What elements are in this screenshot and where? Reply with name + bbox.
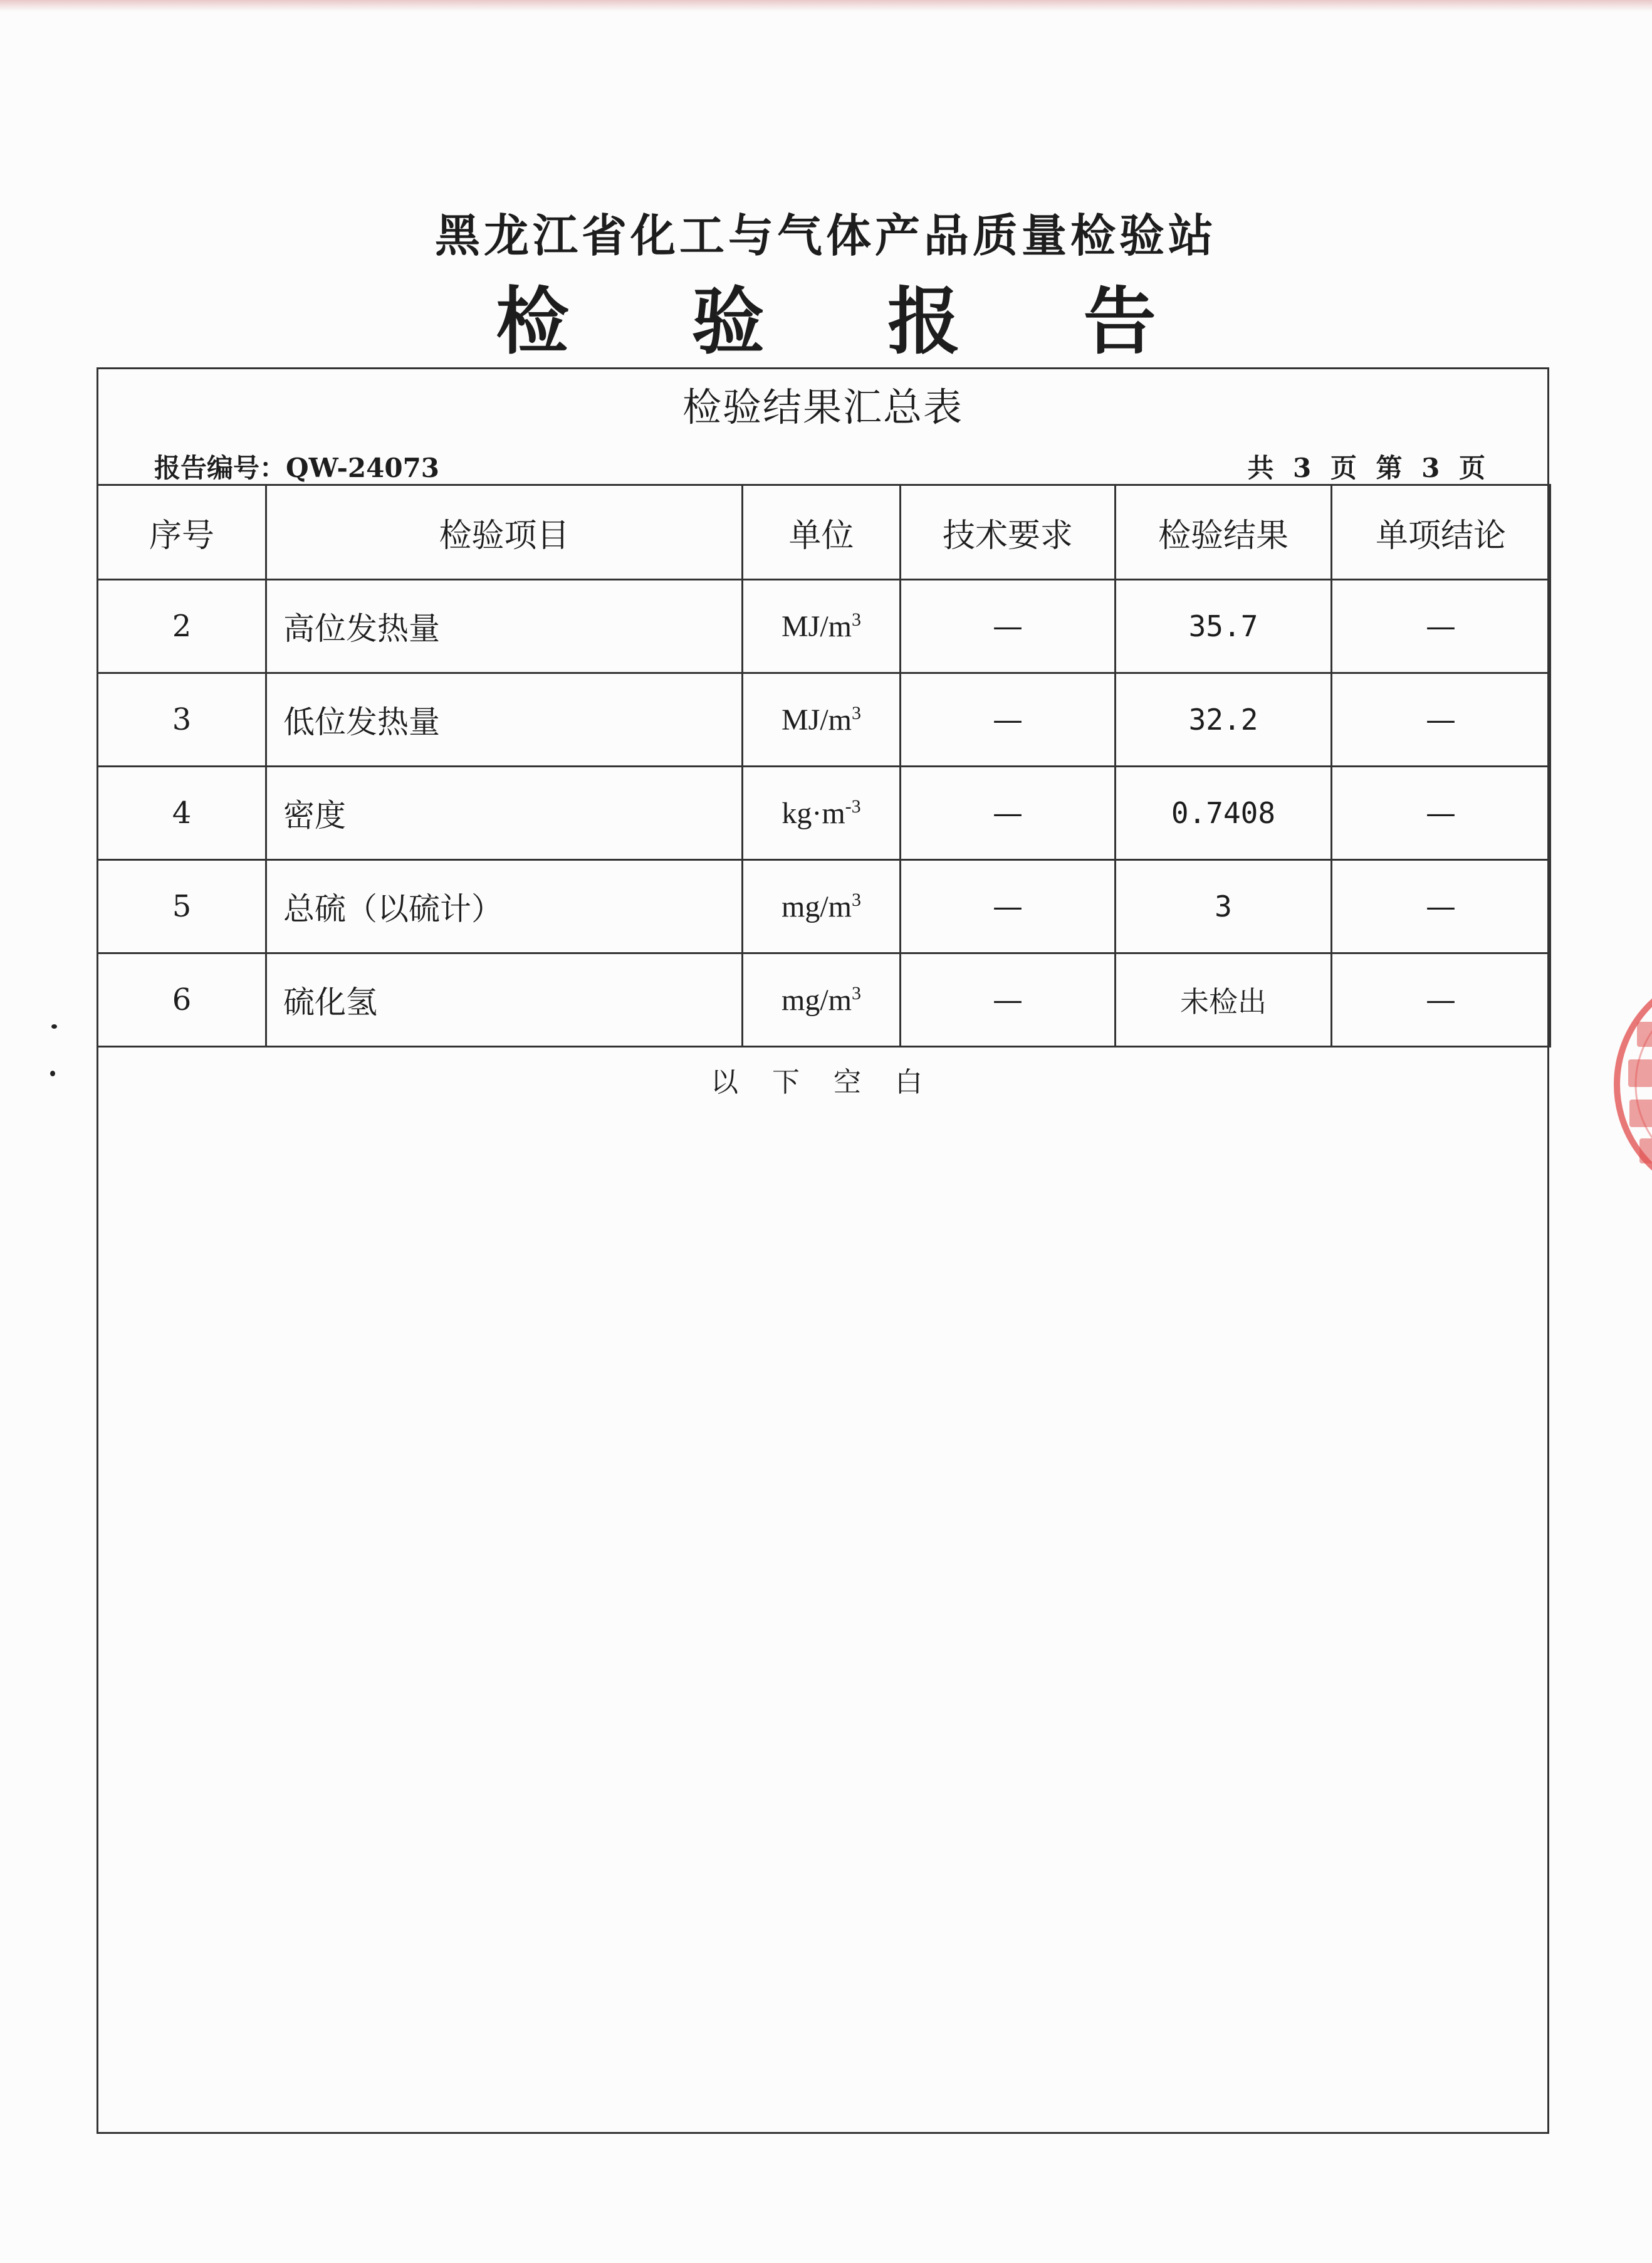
table-row [98, 953, 1550, 1047]
report-number-label: 报告编号： [154, 453, 286, 483]
header-no: 序号 [98, 485, 266, 580]
cell-item: 密度 [266, 767, 743, 860]
cell-unit [743, 580, 901, 673]
unit-sup: 3 [852, 609, 862, 630]
header-requirement: 技术要求 [901, 485, 1116, 580]
blank-below-note: 以 下 空 白 [711, 1066, 935, 1098]
punch-mark [50, 1071, 55, 1076]
cell-conclusion: — [1332, 860, 1550, 953]
cell-result: 35.7 [1116, 580, 1332, 673]
cell-result: 3 [1116, 860, 1332, 953]
organization-name: 黑龙江省化工与气体产品质量检验站 [434, 209, 1217, 262]
unit-sup: 3 [852, 982, 861, 1004]
table-row [98, 767, 1550, 860]
cell-item: 低位发热量 [266, 673, 743, 767]
cell-requirement: — [901, 860, 1116, 953]
cell-unit [743, 953, 901, 1047]
cell-no: 6 [98, 953, 266, 1047]
unit-sup: 3 [852, 889, 861, 910]
report-number-value: QW-24073 [286, 453, 440, 483]
table-row [98, 860, 1550, 953]
page-info: 共 3 页 第 3 页 [1247, 453, 1490, 483]
table-row [98, 673, 1550, 767]
cell-conclusion: — [1332, 580, 1550, 673]
cell-no: 3 [98, 673, 266, 767]
cell-unit [743, 767, 901, 860]
cell-result: 未检出 [1116, 953, 1332, 1047]
cell-requirement: — [901, 580, 1116, 673]
unit-sup: -3 [845, 795, 861, 817]
unit-sup: 3 [852, 702, 862, 723]
cell-result: 0.7408 [1116, 767, 1332, 860]
table-row [98, 580, 1550, 673]
cell-conclusion: — [1332, 673, 1550, 767]
unit-base: mg/m [781, 890, 852, 923]
table-header-row [98, 485, 1550, 580]
header-unit: 单位 [743, 485, 901, 580]
cell-conclusion: — [1332, 953, 1550, 1047]
cell-item: 硫化氢 [266, 953, 743, 1047]
cell-requirement: — [901, 953, 1116, 1047]
previous-page-bleed [0, 0, 1652, 11]
cell-item: 高位发热量 [266, 580, 743, 673]
report-title: 检 验 报 告 [496, 279, 1205, 364]
cell-unit [743, 860, 901, 953]
cell-no: 2 [98, 580, 266, 673]
header-result: 检验结果 [1116, 485, 1332, 580]
cell-requirement: — [901, 767, 1116, 860]
cell-conclusion: — [1332, 767, 1550, 860]
header-item: 检验项目 [266, 485, 743, 580]
unit-base: mg/m [781, 983, 852, 1017]
header-conclusion: 单项结论 [1332, 485, 1550, 580]
unit-base: MJ/m [781, 703, 852, 737]
punch-mark [51, 1024, 57, 1029]
cell-no: 4 [98, 767, 266, 860]
unit-base: MJ/m [781, 609, 852, 643]
cell-item: 总硫（以硫计） [266, 860, 743, 953]
cell-requirement: — [901, 673, 1116, 767]
cell-unit [743, 673, 901, 767]
unit-base: kg·m [782, 796, 845, 830]
results-table [97, 484, 1551, 1047]
report-number [154, 448, 439, 485]
summary-title: 检验结果汇总表 [682, 384, 963, 430]
official-seal-stamp [1592, 947, 1652, 1222]
cell-result: 32.2 [1116, 673, 1332, 767]
cell-no: 5 [98, 860, 266, 953]
